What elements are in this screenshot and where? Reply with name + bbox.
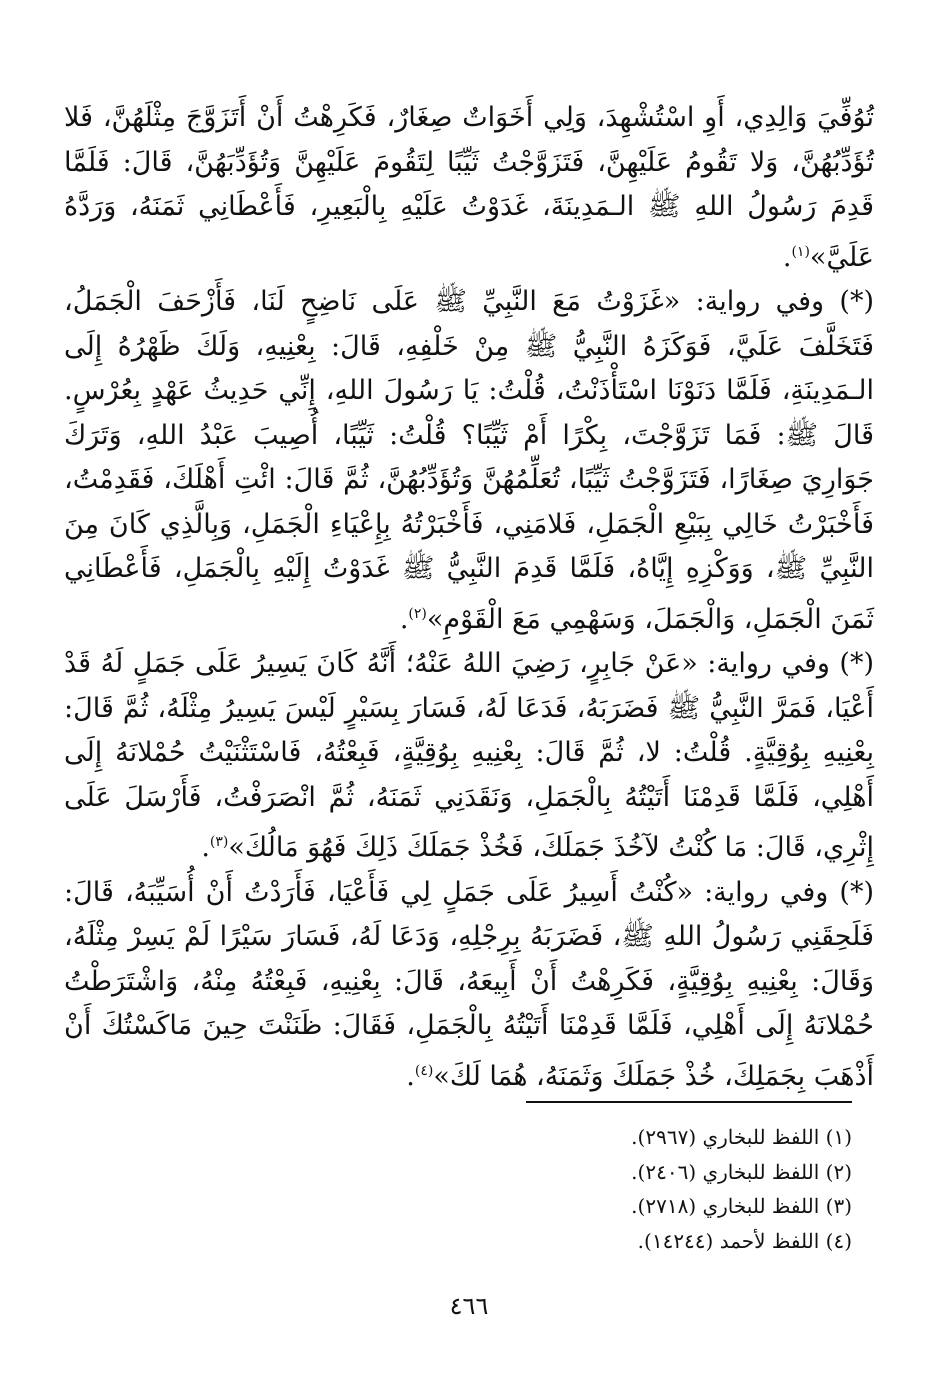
footnote-divider bbox=[526, 1101, 852, 1103]
text-line: (*) وفي رواية: «كُنْتُ أَسِيرُ عَلَى جَمَلٍ لِي فَأَعْيَا، فَأَرَدْتُ أَنْ أُسَيِّبَهُ، قَالَ: bbox=[64, 876, 874, 908]
text-line: بِوُقِيَّةٍ. قُلْتُ: لا، ثُمَّ قَالَ: بِعْنِيهِ بِوُقِيَّةٍ، فَبِعْتُهُ، فَاسْتَثْنَيْتُ حُمْلانَهُ إِلَى أَهْلِي، فَلَمَّا bbox=[64, 737, 874, 813]
text-line: جَمَلَكَ وَثَمَنَهُ، هُمَا لَكَ» bbox=[433, 1060, 677, 1092]
text-line: (*) وفي رواية: «عَنْ جَابِرٍ، رَضِيَ اللهُ عَنْهُ؛ أَنَّهُ كَانَ يَسِيرُ عَلَى جَمَلٍ لَهُ قَدْ bbox=[64, 648, 874, 679]
text-line: فَأَخْبَرْتُهُ بِإِعْيَاءِ الْجَمَلِ، وَبِالَّذِي كَانَ مِنَ النَّبِيِّ ﷺ، وَوَكْزِهِ إِيَّاهُ، فَلَمَّا قَدِمَ النَّبِيُّ ﷺ bbox=[64, 508, 874, 584]
text-line: بِكْرًا أَمْ ثَيِّبًا؟ قُلْتُ: ثَيِّبًا، أُصِيبَ عَبْدُ اللهِ، وَتَرَكَ جَوَارِيَ صِغَارًا، فَتَزَوَّجْتُ ثَيِّبًا، bbox=[64, 419, 874, 495]
paragraph-3: (*) وفي رواية: «عَنْ جَابِرٍ، رَضِيَ اللهُ عَنْهُ؛ أَنَّهُ كَانَ يَسِيرُ عَلَى جَمَلٍ لَهُ قَدْ أَعْيَا، فَمَرَّ النَّبِيُّ ﷺ فَضَرَبَهُ، فَدَعَا لَهُ، فَسَارَ بِسَيْرٍ لَيْسَ يَسِيرُ مِثْلَهُ، ثُمَّ قَالَ: بِعْنِيهِ بِوُقِيَّةٍ. قُلْتُ: لا، ثُمَّ قَالَ: بِعْنِيهِ بِوُقِيَّةٍ، فَبِعْتُهُ، فَاسْتَثْنَيْتُ حُمْلانَهُ إِلَى أَهْلِي، فَلَمَّا قَدِمْنَا أَتَيْتُهُ بِالْجَمَلِ، وَنَقَدَنِي ثَمَنَهُ، ثُمَّ انْصَرَفْتُ، فَأَرْسَلَ عَلَى إِثْرِي، قَالَ: مَا كُنْتُ لآخُذَ جَمَلَكَ، فَخُذْ جَمَلَكَ ذَلِكَ فَهُوَ مَالُكَ»$^{(٣)}$. bbox=[64, 648, 874, 863]
text-line: تُعَلِّمُهُنَّ وَتُؤَدِّبُهُنَّ، ثُمَّ قَالَ: ائْتِ أَهْلَكَ، فَقَدِمْتُ، فَأَخْبَرْتُ خَالِي بِبَيْعِ الْجَمَلِ، فَلامَنِي، bbox=[64, 464, 875, 540]
text-line: فَتَخَلَّفَ عَلَيَّ، فَوَكَزَهُ النَّبِيُّ ﷺ مِنْ خَلْفِهِ، قَالَ: بِعْنِيهِ، وَلَكَ ظَهْرُهُ إِلَى الـمَدِينَةِ، فَلَمَّا bbox=[64, 330, 874, 406]
text-line: قَدِمْنَا أَتَيْتُهُ بِالْجَمَلِ، وَنَقَدَنِي ثَمَنَهُ، ثُمَّ انْصَرَفْتُ، فَأَرْسَلَ عَلَى إِثْرِي، قَالَ: مَا bbox=[64, 781, 874, 863]
text-line: بِعْنِيهِ بِوُقِيَّةٍ، فَكَرِهْتُ أَنْ أَبِيعَهُ، قَالَ: بِعْنِيهِ، فَبِعْتُهُ مِنْهُ، وَاشْتَرَطْتُ حُمْلانَهُ إِلَى أَهْلِي، bbox=[64, 965, 875, 1041]
text-line: فَلَمَّا قَدِمْنَا أَتَيْتُهُ بِالْجَمَلِ، فَقَالَ: ظَنَنْتَ حِينَ مَاكَسْتُكَ أَنْ أَذْهَبَ بِجَمَلِكَ، خُذْ bbox=[64, 1010, 874, 1092]
footnote-1: (١) اللفظ للبخاري (٢٩٦٧). bbox=[631, 1125, 852, 1149]
text-line: تُؤَدِّبُهُنَّ، وَلا تَقُومُ عَلَيْهِنَّ، فَتَزَوَّجْتُ ثَيِّبًا لِتَقُومَ عَلَيْهِنَّ وَتُؤَدِّبَهُنَّ، قَالَ: فَلَمَّا قَدِمَ bbox=[64, 146, 875, 222]
text-line: (*) وفي رواية: «غَزَوْتُ مَعَ النَّبِيِّ ﷺ عَلَى نَاضِحٍ لَنَا، فَأَزْحَفَ الْجَمَلُ، bbox=[64, 286, 874, 317]
text-line: دَنَوْنَا اسْتَأْذَنْتُ، قُلْتُ: يَا رَسُولَ اللهِ، إِنِّي حَدِيثُ عَهْدٍ بِعُرْسٍ. قَالَ ﷺ: فَمَا تَزَوَّجْتَ، bbox=[64, 375, 874, 451]
footnote-ref: (٤) bbox=[414, 1062, 434, 1079]
footnote-ref: (١) bbox=[791, 243, 810, 260]
paragraph-1: تُوُفِّيَ وَالِدِي، أَوِ اسْتُشْهِدَ، وَلِي أَخَوَاتٌ صِغَارٌ، فَكَرِهْتُ أَنْ أَتَزَوَّجَ مِثْلَهُنَّ، فَلا تُؤَدِّبُهُنَّ، وَلا تَقُومُ عَلَيْهِنَّ، فَتَزَوَّجْتُ ثَيِّبًا لِتَقُومَ عَلَيْهِنَّ وَتُؤَدِّبَهُنَّ، قَالَ: فَلَمَّا قَدِمَ رَسُولُ اللهِ ﷺ الـمَدِينَةَ، غَدَوْتُ عَلَيْهِ بِالْبَعِيرِ، فَأَعْطَانِي ثَمَنَهُ، وَرَدَّهُ عَلَيَّ»$^{(١)}$. bbox=[64, 102, 875, 273]
footnote-4: (٤) اللفظ لأحمد (١٤٢٤٤). bbox=[637, 1228, 852, 1253]
footnote-ref: (٣) bbox=[209, 834, 229, 850]
text-line: فَلَحِقَنِي رَسُولُ اللهِ ﷺ، فَضَرَبَهُ بِرِجْلِهِ، وَدَعَا لَهُ، فَسَارَ سَيْرًا لَمْ يَسِرْ مِثْلَهُ، وَقَالَ: bbox=[64, 921, 874, 997]
paragraph-2: (*) وفي رواية: «غَزَوْتُ مَعَ النَّبِيِّ ﷺ عَلَى نَاضِحٍ لَنَا، فَأَزْحَفَ الْجَمَلُ، فَتَخَلَّفَ عَلَيَّ، فَوَكَزَهُ النَّبِيُّ ﷺ مِنْ خَلْفِهِ، قَالَ: بِعْنِيهِ، وَلَكَ ظَهْرُهُ إِلَى الـمَدِينَةِ، فَلَمَّا دَنَوْنَا اسْتَأْذَنْتُ، قُلْتُ: يَا رَسُولَ اللهِ، إِنِّي حَدِيثُ عَهْدٍ بِعُرْسٍ. قَالَ ﷺ: فَمَا تَزَوَّجْتَ، بِكْرًا أَمْ ثَيِّبًا؟ قُلْتُ: ثَيِّبًا، أُصِيبَ عَبْدُ اللهِ، وَتَرَكَ جَوَارِيَ صِغَارًا، فَتَزَوَّجْتُ ثَيِّبًا، تُعَلِّمُهُنَّ وَتُؤَدِّبُهُنَّ، ثُمَّ قَالَ: ائْتِ أَهْلَكَ، فَقَدِمْتُ، فَأَخْبَرْتُ خَالِي بِبَيْعِ الْجَمَلِ، فَلامَنِي، فَأَخْبَرْتُهُ بِإِعْيَاءِ الْجَمَلِ، وَبِالَّذِي كَانَ مِنَ النَّبِيِّ ﷺ، وَوَكْزِهِ إِيَّاهُ، فَلَمَّا قَدِمَ النَّبِيُّ ﷺ غَدَوْتُ إِلَيْهِ بِالْجَمَلِ، فَأَعْطَانِي ثَمَنَ الْجَمَلِ، وَالْجَمَلَ، وَسَهْمِي مَعَ الْقَوْمِ»$^{(٢)}$. bbox=[64, 286, 875, 635]
text-line: غَدَوْتُ إِلَيْهِ بِالْجَمَلِ، فَأَعْطَانِي ثَمَنَ الْجَمَلِ، وَالْجَمَلَ، وَسَهْمِي مَعَ الْقَوْمِ» bbox=[64, 553, 874, 635]
page-number: ٤٦٦ bbox=[449, 1292, 489, 1320]
footnote-ref: (٢) bbox=[408, 605, 427, 622]
text-line: تُوُفِّيَ وَالِدِي، أَوِ اسْتُشْهِدَ، وَلِي أَخَوَاتٌ صِغَارٌ، فَكَرِهْتُ أَنْ أَتَزَوَّجَ مِثْلَهُنَّ، فَلا bbox=[64, 102, 874, 133]
footnotes bbox=[631, 1120, 852, 1258]
footnote-3: (٣) اللفظ للبخاري (٢٧١٨). bbox=[631, 1194, 852, 1218]
main-text bbox=[64, 96, 874, 1099]
text-line: كُنْتُ لآخُذَ جَمَلَكَ، فَخُذْ جَمَلَكَ ذَلِكَ فَهُوَ مَالُكَ» bbox=[228, 832, 716, 863]
footnote-2: (٢) اللفظ للبخاري (٢٤٠٦). bbox=[631, 1159, 852, 1184]
text-line: أَعْيَا، فَمَرَّ النَّبِيُّ ﷺ فَضَرَبَهُ، فَدَعَا لَهُ، فَسَارَ بِسَيْرٍ لَيْسَ يَسِيرُ مِثْلَهُ، ثُمَّ قَالَ: بِعْنِيهِ bbox=[64, 692, 874, 768]
paragraph-4: (*) وفي رواية: «كُنْتُ أَسِيرُ عَلَى جَمَلٍ لِي فَأَعْيَا، فَأَرَدْتُ أَنْ أُسَيِّبَهُ، قَالَ: فَلَحِقَنِي رَسُولُ اللهِ ﷺ، فَضَرَبَهُ بِرِجْلِهِ، وَدَعَا لَهُ، فَسَارَ سَيْرًا لَمْ يَسِرْ مِثْلَهُ، وَقَالَ: بِعْنِيهِ بِوُقِيَّةٍ، فَكَرِهْتُ أَنْ أَبِيعَهُ، قَالَ: بِعْنِيهِ، فَبِعْتُهُ مِنْهُ، وَاشْتَرَطْتُ حُمْلانَهُ إِلَى أَهْلِي، فَلَمَّا قَدِمْنَا أَتَيْتُهُ بِالْجَمَلِ، فَقَالَ: ظَنَنْتَ حِينَ مَاكَسْتُكَ أَنْ أَذْهَبَ بِجَمَلِكَ، خُذْ جَمَلَكَ وَثَمَنَهُ، هُمَا لَكَ»$^{(٤)}$. bbox=[64, 876, 875, 1092]
text-line: رَسُولُ اللهِ ﷺ الـمَدِينَةَ، غَدَوْتُ عَلَيْهِ بِالْبَعِيرِ، فَأَعْطَانِي ثَمَنَهُ، وَرَدَّهُ عَلَيَّ» bbox=[64, 191, 874, 273]
